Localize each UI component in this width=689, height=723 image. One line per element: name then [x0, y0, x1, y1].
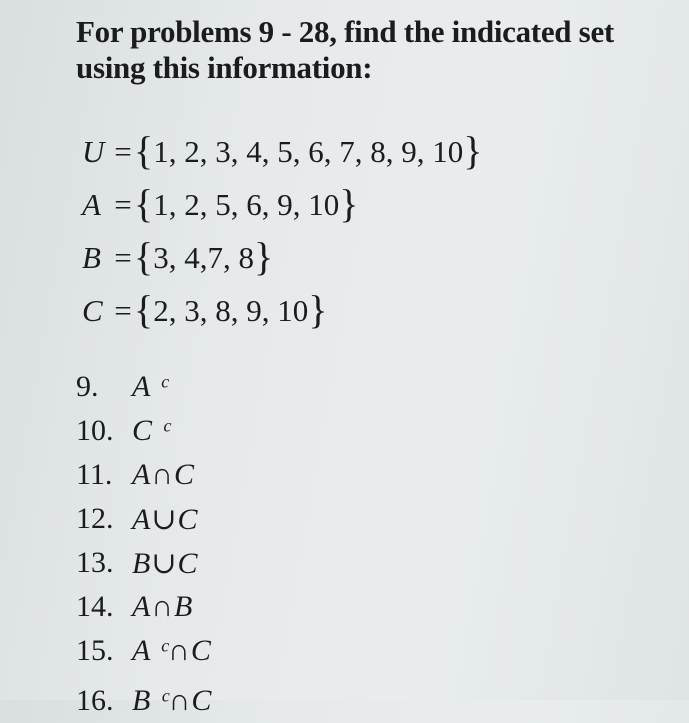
problem-number: 12. — [76, 502, 114, 535]
set-members: 3, 4,7, 8 — [153, 239, 254, 275]
right-brace: } — [308, 286, 328, 332]
problem-number: 9. — [76, 370, 99, 403]
right-brace: } — [253, 233, 274, 279]
left-brace: { — [134, 286, 154, 332]
problem-expression: C ᶜ — [132, 414, 171, 447]
set-definitions — [82, 125, 482, 337]
set-definition-u — [82, 125, 482, 178]
problem-expression: B∪C — [132, 546, 199, 580]
problem-item — [76, 365, 212, 409]
set-members: 2, 3, 8, 9, 10 — [153, 292, 309, 328]
problem-item — [76, 453, 212, 497]
problem-item — [76, 409, 212, 453]
problem-item — [76, 585, 212, 629]
problem-item — [76, 497, 212, 541]
problem-item — [76, 541, 212, 585]
set-definition-a — [82, 178, 482, 231]
problem-expression: A∩C — [132, 458, 195, 491]
equals-sign: = — [114, 239, 132, 275]
problem-number: 16. — [76, 684, 114, 717]
problem-expression: A∩B — [132, 590, 194, 623]
problem-number: 15. — [76, 634, 114, 667]
set-name: C — [82, 292, 103, 328]
set-name: B — [82, 239, 101, 275]
problem-list — [76, 365, 212, 723]
problem-expression: B ᶜ∩C — [132, 684, 213, 717]
problem-item — [76, 629, 212, 673]
problem-number: 10. — [76, 414, 114, 447]
problem-expression: A ᶜ∩C — [132, 634, 212, 667]
set-definition-c — [82, 284, 482, 337]
set-members: 1, 2, 3, 4, 5, 6, 7, 8, 9, 10 — [153, 133, 464, 169]
set-name: U — [82, 133, 105, 169]
problem-expression: A∪C — [132, 502, 199, 536]
set-name: A — [82, 186, 101, 222]
instructions-text: For problems 9 - 28, find the indicated set using this information: — [76, 14, 614, 85]
right-brace: } — [339, 180, 359, 226]
problem-number: 11. — [76, 458, 113, 491]
right-brace: } — [463, 127, 483, 173]
equals-sign: = — [114, 133, 132, 169]
left-brace: { — [134, 233, 154, 279]
left-brace: { — [134, 127, 154, 173]
problem-number: 13. — [76, 546, 114, 579]
problem-number: 14. — [76, 590, 114, 623]
problem-expression: A ᶜ — [132, 370, 169, 403]
left-brace: { — [134, 180, 154, 226]
set-members: 1, 2, 5, 6, 9, 10 — [153, 186, 340, 222]
set-definition-b — [82, 231, 482, 284]
problem-item — [76, 679, 212, 723]
equals-sign: = — [114, 292, 132, 328]
equals-sign: = — [114, 186, 132, 222]
